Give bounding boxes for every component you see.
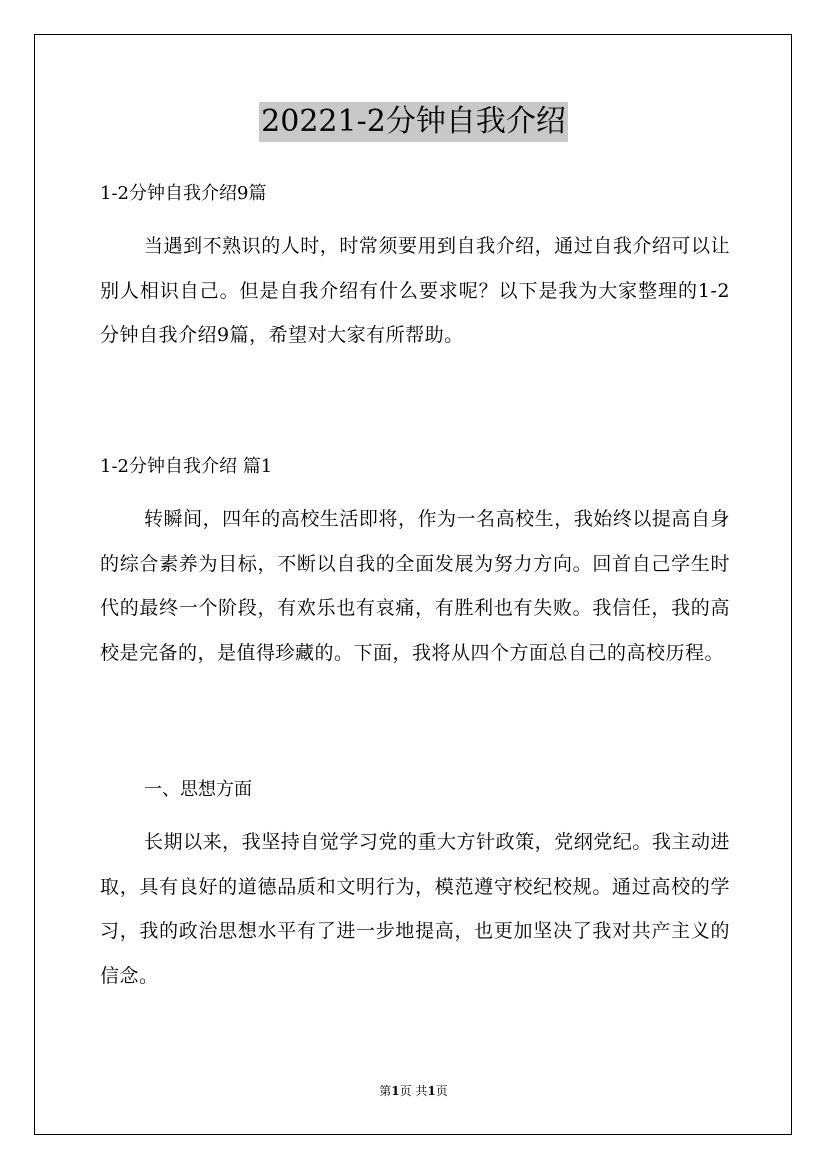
- footer-page-current: 1: [391, 1084, 400, 1098]
- body-paragraph: 长期以来，我坚持自觉学习党的重大方针政策，党纲党纪。我主动进取，具有良好的道德品质和文明行为，模范遵守校纪校规。通过高校的学习，我的政治思想水平有了进一步地提高，也更加坚决了我对共产主义的信念。: [100, 831, 730, 987]
- footer-page-total: 1: [427, 1084, 436, 1098]
- document-subtitle: 1-2分钟自我介绍9篇: [100, 183, 267, 204]
- intro-paragraph: 当遇到不熟识的人时，时常须要用到自我介绍，通过自我介绍可以让别人相识自己。但是自我介绍有什么要求呢？以下是我为大家整理的1-2分钟自我介绍9篇，希望对大家有所帮助。: [100, 235, 730, 346]
- footer-suffix: 页: [435, 1084, 448, 1098]
- body-paragraph: 转瞬间，四年的高校生活即将，作为一名高校生，我始终以提高自身的综合素养为目标，不断以自我的全面发展为努力方向。回首自己学生时代的最终一个阶段，有欢乐也有哀痛，有胜利也有失败。我信任，我的高校是完备的，是值得珍藏的。下面，我将从四个方面总自己的高校历程。: [100, 508, 730, 664]
- sub-heading: 一、思想方面: [144, 779, 252, 800]
- title-container: [0, 102, 827, 142]
- page-footer: [0, 1083, 827, 1099]
- footer-prefix: 第: [379, 1084, 392, 1098]
- document-title: 20221-2分钟自我介绍: [259, 102, 568, 142]
- footer-mid: 页 共: [399, 1084, 428, 1098]
- section-heading: 1-2分钟自我介绍 篇1: [100, 456, 273, 477]
